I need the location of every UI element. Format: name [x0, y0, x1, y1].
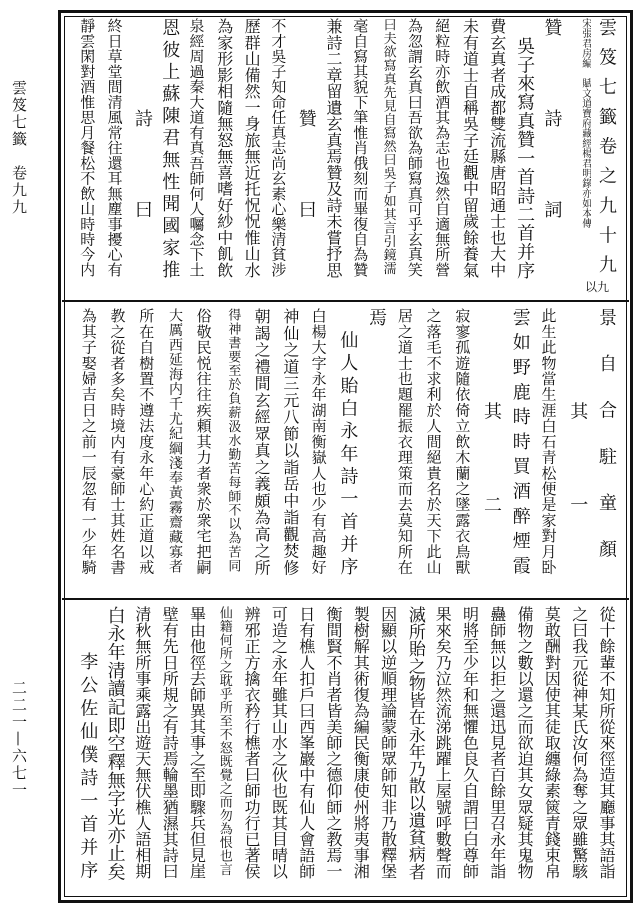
text-column: 毫自寫其貌下筆惟肖俄刻而畢復自為贊: [351, 18, 370, 277]
text-column: 其二: [481, 308, 503, 589]
text-column: 贊詩詞: [541, 18, 563, 291]
text-column: 明將至少年和無懼色良久自謂曰白尊師: [460, 606, 480, 879]
text-column: 備物之數以還之而欲迫其女眾疑其鬼物: [515, 606, 535, 879]
text-column: 靜雲閑對酒惟思月餐松不飲山時時今内: [78, 18, 97, 277]
text-column: 果來矣乃泣然流涕跳躍上屋號呼數聲而: [433, 606, 453, 879]
text-column: 壁有先日所規之有詩焉輪墨猶濕其詩曰: [160, 606, 180, 879]
text-column: 日有樵人扣戶曰西峯巖中有仙人會語師: [296, 606, 316, 879]
text-column: 可造之永年雖其山水之伙也既其目晴以: [269, 606, 289, 879]
text-column: 得神書要至於負薪汲水勤苦每師不以為苦同: [225, 308, 241, 573]
text-column: 絕粒時亦飲酒其為志也逸然自適無所營: [433, 18, 452, 277]
text-column: 仙人貽白永年詩一首并序: [337, 308, 359, 580]
text-column: 其一: [567, 308, 589, 589]
text-column: 朝謁之禮間玄經眾真之義頗為高之所: [252, 308, 272, 576]
text-column: 歷群山備然一身旅無近托怳怳惟山水: [242, 18, 262, 278]
text-column: 為忽謂玄真曰吾欲為師寫真可乎玄真笑: [405, 18, 424, 277]
text-column: 仙籍何所之耽乎所至不怒既覺之而勿為恨也言: [216, 606, 232, 876]
text-column: 未有道士自稱吳子廷觀中留歲餘養氣: [460, 18, 480, 278]
text-column: 費玄真者成都雙流縣唐昭通士也大中: [487, 18, 507, 278]
text-column: 蠱師無以拒之還迅見者百餘里召永年詣: [487, 606, 507, 879]
text-column: 之落毛不求利於人間絕貴名於天下此山: [424, 308, 443, 575]
page-number-label: 二二一—六七一: [10, 680, 28, 799]
text-column: 雲如野鹿時時買酒醉煙霞: [509, 308, 531, 581]
text-column: 畢由他徑去師異其事之至即驟兵但見崖: [187, 606, 207, 879]
text-column: 清秋無所事乘露出遊天無伏樵人語相期: [132, 606, 152, 879]
section-divider: [62, 598, 629, 600]
text-column: 為家形影相隨無怒無喜嗜好紗中飢飲: [214, 18, 234, 278]
text-column: 不才吳子知命任真志尚玄素心樂清貧涉: [269, 18, 288, 277]
text-column: 從十餘輩不知所從來徑造其廳事其語詣: [596, 606, 616, 879]
text-column: 泉經周過秦大道有真吾師何人囑念下土: [187, 18, 206, 277]
text-column: 製樹解其術復為編民衡康使州將夷事湘: [351, 606, 371, 879]
text-column: 白永年清讀記即空釋無字光亦止矣: [104, 606, 126, 881]
book-title-label: 雲笈七籤 卷九九: [10, 80, 28, 216]
text-column: 俗敬民悦往往疾頼其力者衆於衆宅把嗣: [194, 308, 213, 575]
text-column: 此生此物當生涯白石青松便是家對月卧: [539, 308, 558, 575]
text-column: 衡間賢不肖者皆美師之德仰師之教焉一: [323, 606, 343, 879]
text-column: 之曰我元從神某氏汝何為奪之眾雖驚駭: [569, 606, 589, 879]
text-column: 神仙之道三元八節以詣岳中詣觀焚修: [280, 308, 300, 576]
text-column: 贊曰: [295, 18, 317, 291]
text-column: 所在自樹置不遵法度永年心約正道以戒: [137, 308, 156, 575]
text-column: 白楊大字永年湖南衡嶽人也少有高趣好: [309, 308, 328, 575]
text-column: 滅所貽之物皆在永年乃散以遺貧病者: [404, 606, 425, 880]
text-column: 兼詩二章留遺玄真焉贊及詩未嘗抒思: [323, 18, 343, 278]
text-column: 恩彼上蘇陳君無性聞國家推: [159, 18, 181, 282]
text-column: 為其子娶婦吉日之前一辰忽有一少年騎: [79, 308, 98, 575]
text-column: 吳子來寫真贊一首詩二首并序: [514, 18, 536, 280]
text-column: 景自合駐童顏: [595, 308, 617, 586]
section-divider: [62, 300, 629, 302]
text-column: 居之道士也題罷振衣理策而去莫知所在: [395, 308, 414, 575]
text-column: 宋張君房編 賦文道寶府藏經楊君明錄亦如本傳: [579, 18, 591, 228]
text-column: 焉: [366, 308, 388, 591]
section-page-number: 以九: [585, 280, 610, 294]
text-column: 雲笈七籤卷之九十九: [595, 18, 617, 285]
text-column: 因顯以逆順理論蒙師眾師知非乃散釋堡: [378, 606, 398, 879]
text-column: 終日草堂間清風常往還耳無塵事擾心有: [105, 18, 124, 277]
text-column: 莫敢酬對因使其徒取纏綠素篋青錢束帛: [542, 606, 562, 879]
text-column: 寂寥孤遊隨依倚立飲木蘭之墜露衣鳥獸: [453, 308, 472, 575]
text-column: 辨邪正方擒衣矜行樵者曰師功行已著侯: [242, 606, 262, 879]
text-column: 李公佐仙僕詩一首并序: [77, 606, 99, 884]
text-column: 大厲西延海内千尤紀綱淺奉黃霧齋藏寡者: [166, 308, 183, 574]
text-column: 教之從者多矣時境内有豪師士其姓名書: [108, 308, 127, 575]
side-margin: [0, 20, 40, 890]
text-column: 曰夫欲寫真先見自寫然曰吳子如其言引鏡濡: [380, 18, 396, 275]
text-column: 詩曰: [131, 18, 153, 291]
